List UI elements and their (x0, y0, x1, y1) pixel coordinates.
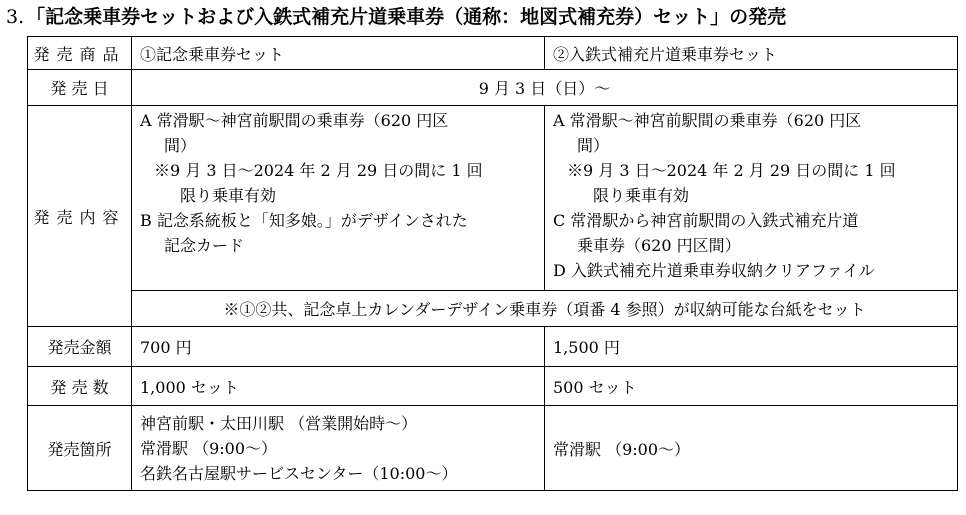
label-date: 発 売 日 (28, 70, 132, 106)
price-col1: 700 円 (132, 327, 545, 367)
price-col2: 1,500 円 (545, 327, 958, 367)
sales-info-table (27, 36, 958, 491)
c2-note-line1: ※9 月 3 日～2024 年 2 月 29 日の間に 1 回 (567, 161, 896, 180)
section-number: 3. (6, 6, 25, 28)
location-line3: 名鉄名古屋駅サービスセンター（10:00～） (140, 463, 458, 483)
row-contents (28, 106, 958, 291)
c1-item-b-line1: B 記念系統板と「知多娘。」がデザインされた (140, 211, 468, 230)
row-product (28, 37, 958, 70)
contents-col1 (132, 106, 545, 291)
quantity-col2: 500 セット (545, 367, 958, 406)
label-quantity: 発 売 数 (28, 367, 132, 406)
location-line2: 常滑駅 （9:00～） (140, 438, 278, 458)
location-col1 (132, 406, 545, 491)
c1-note-line1: ※9 月 3 日～2024 年 2 月 29 日の間に 1 回 (154, 161, 483, 180)
row-date (28, 70, 958, 106)
c1-note-line2: 限り乗車有効 (180, 186, 277, 205)
section-heading (6, 2, 786, 32)
label-price: 発売金額 (28, 327, 132, 367)
c2-item-a-line2: 間） (577, 136, 610, 155)
product-col1: ①記念乗車券セット (132, 37, 545, 70)
row-quantity (28, 367, 958, 406)
common-note: ※①②共、記念卓上カレンダーデザイン乗車券（項番 4 参照）が収納可能な台紙をセット (132, 291, 958, 327)
section-title: 「記念乗車券セットおよび入鉄式補充片道乗車券（通称：地図式補充券）セット」の発売 (26, 6, 787, 28)
contents-col2 (545, 106, 958, 291)
c2-item-d-line1: D 入鉄式補充片道乗車券収納クリアファイル (553, 261, 875, 280)
label-location: 発売箇所 (28, 406, 132, 491)
c2-item-a-line1: A 常滑駅～神宮前駅間の乗車券（620 円区 (553, 111, 862, 130)
label-contents: 発売内容 (28, 106, 132, 327)
c1-item-a-line2: 間） (164, 136, 197, 155)
c2-item-c-line2: 乗車券（620 円区間） (577, 236, 741, 255)
row-price (28, 327, 958, 367)
product-col2: ②入鉄式補充片道乗車券セット (545, 37, 958, 70)
row-location (28, 406, 958, 491)
quantity-col1: 1,000 セット (132, 367, 545, 406)
label-product: 発売商品 (28, 37, 132, 70)
c2-item-c-line1: C 常滑駅から神宮前駅間の入鉄式補充片道 (553, 211, 859, 230)
c1-item-a-line1: A 常滑駅～神宮前駅間の乗車券（620 円区 (140, 111, 449, 130)
location-line1: 神宮前駅・太田川駅 （営業開始時～） (140, 413, 418, 433)
c2-note-line2: 限り乗車有効 (593, 186, 690, 205)
sale-date: 9 月 3 日（日）～ (132, 70, 958, 106)
row-common-note (28, 291, 958, 327)
location-col2: 常滑駅 （9:00～） (545, 406, 958, 491)
c1-item-b-line2: 記念カード (164, 236, 245, 255)
